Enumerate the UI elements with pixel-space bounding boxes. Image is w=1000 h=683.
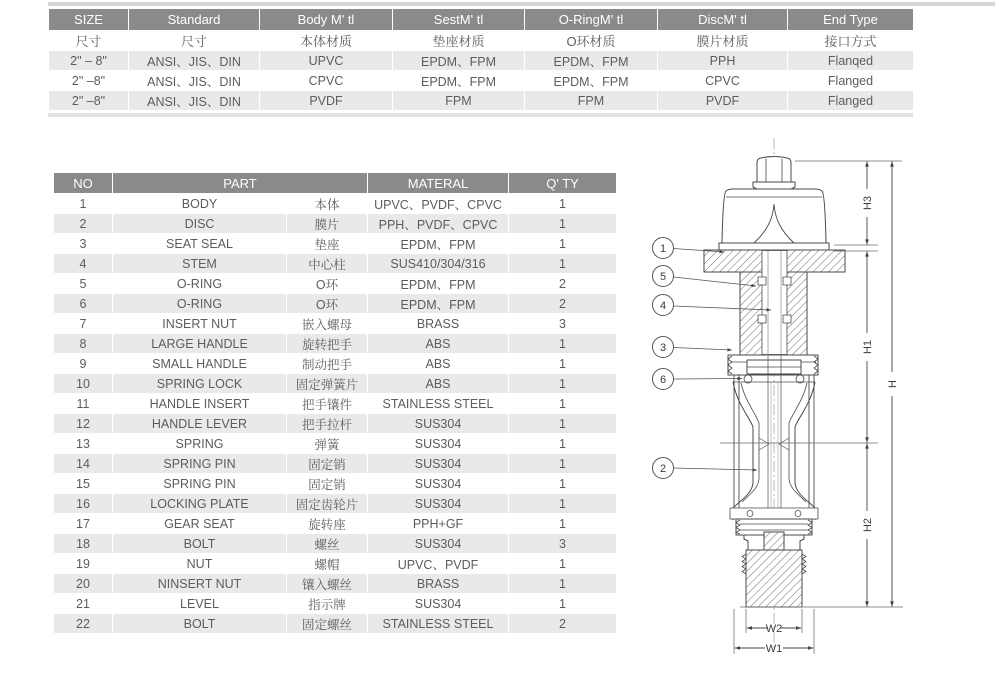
parts-table-cell: 固定销 xyxy=(287,474,368,494)
balloon-2-label: 2 xyxy=(659,462,667,475)
parts-table-cell: SPRING xyxy=(113,434,287,454)
parts-table-cell: ABS xyxy=(368,334,509,354)
spec-table-row xyxy=(49,91,914,111)
parts-table-cell: LARGE HANDLE xyxy=(113,334,287,354)
spec-table-cell: UPVC xyxy=(260,51,393,71)
balloon-5-label: 5 xyxy=(659,270,667,283)
spec-subheader-cell: 本体材质 xyxy=(260,31,393,51)
parts-table-cell: HANDLE INSERT xyxy=(113,394,287,414)
spec-table-cell: EPDM、FPM xyxy=(525,71,658,91)
parts-list-table xyxy=(53,172,617,634)
parts-table-cell: O-RING xyxy=(113,294,287,314)
parts-table-cell: 1 xyxy=(54,194,113,214)
spec-table-cell: 2" –8" xyxy=(49,91,129,111)
parts-table-cell: SUS304 xyxy=(368,414,509,434)
valve-section-diagram xyxy=(620,130,1000,683)
parts-table-cell: 3 xyxy=(509,314,617,334)
spec-table-head xyxy=(49,9,914,31)
parts-table-cell: 9 xyxy=(54,354,113,374)
parts-table-row xyxy=(54,294,617,314)
spec-table-cell: 2" –8" xyxy=(49,71,129,91)
parts-header-cell: NO xyxy=(54,173,113,194)
parts-table-cell: 1 xyxy=(509,254,617,274)
parts-header-cell: Q' TY xyxy=(509,173,617,194)
parts-table-cell: 1 xyxy=(509,334,617,354)
parts-table-body xyxy=(54,194,617,634)
spec-table-row xyxy=(49,71,914,91)
parts-table-cell: SUS304 xyxy=(368,494,509,514)
cap-base-plate xyxy=(719,243,829,250)
spec-table-cell: FPM xyxy=(525,91,658,111)
parts-table-cell: EPDM、FPM xyxy=(368,294,509,314)
parts-table-cell: 21 xyxy=(54,594,113,614)
parts-table-cell: 固定齿轮片 xyxy=(287,494,368,514)
parts-table-row xyxy=(54,394,617,414)
parts-table-cell: 17 xyxy=(54,514,113,534)
parts-table-cell: 把手拉杆 xyxy=(287,414,368,434)
parts-table-cell: 12 xyxy=(54,414,113,434)
spec-table-row xyxy=(49,51,914,71)
balloon-4-label: 4 xyxy=(659,299,667,312)
spec-table-cell: CPVC xyxy=(658,71,788,91)
stem-top-nut xyxy=(757,157,791,183)
parts-table-cell: ABS xyxy=(368,354,509,374)
parts-table-cell: 固定销 xyxy=(287,454,368,474)
parts-table-cell: NUT xyxy=(113,554,287,574)
parts-table-cell: SUS304 xyxy=(368,474,509,494)
parts-table-row xyxy=(54,274,617,294)
parts-table-cell: 螺丝 xyxy=(287,534,368,554)
parts-table-cell: SUS304 xyxy=(368,454,509,474)
parts-table-cell: 垫座 xyxy=(287,234,368,254)
valve-body-drawing xyxy=(704,157,845,608)
spec-subheader-cell: 接口方式 xyxy=(788,31,914,51)
parts-table-cell: 1 xyxy=(509,514,617,534)
spec-table-cell: ANSI、JIS、DIN xyxy=(129,91,260,111)
stem-bore xyxy=(762,251,787,355)
parts-table-cell: EPDM、FPM xyxy=(368,234,509,254)
dim-label-h1: H1 xyxy=(862,339,874,355)
dim-label-h: H xyxy=(887,380,899,388)
parts-table-cell: 11 xyxy=(54,394,113,414)
parts-table-cell: 镶入螺丝 xyxy=(287,574,368,594)
spec-table-cell: ANSI、JIS、DIN xyxy=(129,71,260,91)
parts-table-row xyxy=(54,594,617,614)
parts-table-cell: LOCKING PLATE xyxy=(113,494,287,514)
parts-table-row xyxy=(54,534,617,554)
parts-table-row xyxy=(54,234,617,254)
parts-table-cell: SUS304 xyxy=(368,594,509,614)
dim-label-w2: W2 xyxy=(765,623,783,635)
parts-table-row xyxy=(54,434,617,454)
parts-table-cell: 螺帽 xyxy=(287,554,368,574)
parts-table-cell: 3 xyxy=(509,534,617,554)
parts-table-cell: 制动把手 xyxy=(287,354,368,374)
parts-table-cell: 1 xyxy=(509,374,617,394)
spec-subheader-cell: 尺寸 xyxy=(129,31,260,51)
spec-table-cell: EPDM、FPM xyxy=(393,51,525,71)
parts-table-cell: 3 xyxy=(54,234,113,254)
parts-table-row xyxy=(54,374,617,394)
parts-table-row xyxy=(54,474,617,494)
parts-table-row xyxy=(54,314,617,334)
spec-table-cell: Flanged xyxy=(788,91,914,111)
parts-table-cell: STAINLESS STEEL xyxy=(368,614,509,634)
spec-subheader-cell: 尺寸 xyxy=(49,31,129,51)
parts-table-cell: SUS304 xyxy=(368,534,509,554)
parts-table-cell: DISC xyxy=(113,214,287,234)
parts-table-cell: 1 xyxy=(509,494,617,514)
parts-table-cell: 19 xyxy=(54,554,113,574)
spec-table-cell: EPDM、FPM xyxy=(393,71,525,91)
parts-table-cell: 7 xyxy=(54,314,113,334)
dim-label-w1: W1 xyxy=(765,643,783,655)
parts-table-cell: 膜片 xyxy=(287,214,368,234)
parts-table-row xyxy=(54,414,617,434)
parts-table-cell: SPRING PIN xyxy=(113,454,287,474)
spec-header-cell: DiscM' tl xyxy=(658,9,788,31)
parts-table-cell: GEAR SEAT xyxy=(113,514,287,534)
parts-table-cell: 嵌入螺母 xyxy=(287,314,368,334)
parts-table-row xyxy=(54,514,617,534)
parts-table-row xyxy=(54,194,617,214)
parts-table-cell: 中心柱 xyxy=(287,254,368,274)
spec-table-cell: PPH xyxy=(658,51,788,71)
parts-table-cell: 指示牌 xyxy=(287,594,368,614)
parts-table-cell: UPVC、PVDF、CPVC xyxy=(368,194,509,214)
o-ring-lower xyxy=(758,315,766,323)
parts-table-cell: SMALL HANDLE xyxy=(113,354,287,374)
parts-table-cell: 本体 xyxy=(287,194,368,214)
spec-table-cell: ANSI、JIS、DIN xyxy=(129,51,260,71)
parts-table-cell: PPH+GF xyxy=(368,514,509,534)
spec-header-cell: Body M' tl xyxy=(260,9,393,31)
balloon-6-label: 6 xyxy=(659,373,667,386)
parts-table-cell: 1 xyxy=(509,394,617,414)
parts-table-cell: 1 xyxy=(509,574,617,594)
parts-table-cell: 2 xyxy=(509,274,617,294)
parts-table-cell: 1 xyxy=(509,594,617,614)
page-edge-strip-under-spec xyxy=(48,113,913,117)
parts-table-cell: 4 xyxy=(54,254,113,274)
parts-table-row xyxy=(54,354,617,374)
parts-table-row xyxy=(54,214,617,234)
parts-table-cell: SPRING LOCK xyxy=(113,374,287,394)
disc-base-collar xyxy=(730,508,818,519)
spec-subheader-cell: O环材质 xyxy=(525,31,658,51)
spec-header-cell: O-RingM' tl xyxy=(525,9,658,31)
parts-table-cell: 1 xyxy=(509,434,617,454)
spec-header-cell: End Type xyxy=(788,9,914,31)
parts-table-cell: 1 xyxy=(509,354,617,374)
parts-table-cell: 6 xyxy=(54,294,113,314)
spec-table-cell: PVDF xyxy=(658,91,788,111)
parts-table-head xyxy=(54,173,617,194)
parts-header-cell: MATERAL xyxy=(368,173,509,194)
parts-table-cell: 弹簧 xyxy=(287,434,368,454)
parts-table-cell: STEM xyxy=(113,254,287,274)
parts-table-cell: SEAT SEAL xyxy=(113,234,287,254)
parts-table-cell: SUS410/304/316 xyxy=(368,254,509,274)
parts-table-cell: 22 xyxy=(54,614,113,634)
spec-table-body xyxy=(49,31,914,111)
parts-table-cell: LEVEL xyxy=(113,594,287,614)
parts-table-row xyxy=(54,614,617,634)
parts-table-cell: BRASS xyxy=(368,574,509,594)
parts-table-cell: UPVC、PVDF xyxy=(368,554,509,574)
balloon-1-label: 1 xyxy=(659,242,667,255)
spec-header-cell: SIZE xyxy=(49,9,129,31)
spec-table-cell: EPDM、FPM xyxy=(525,51,658,71)
parts-table-cell: O环 xyxy=(287,274,368,294)
parts-table-cell: PPH、PVDF、CPVC xyxy=(368,214,509,234)
parts-table-cell: 1 xyxy=(509,554,617,574)
spec-header-cell: Standard xyxy=(129,9,260,31)
parts-table-cell: ABS xyxy=(368,374,509,394)
spec-header-cell: SestM' tl xyxy=(393,9,525,31)
parts-table-cell: 旋转把手 xyxy=(287,334,368,354)
parts-table-row xyxy=(54,454,617,474)
parts-table-cell: O-RING xyxy=(113,274,287,294)
parts-table-cell: 1 xyxy=(509,214,617,234)
parts-table-cell: EPDM、FPM xyxy=(368,274,509,294)
parts-table-row xyxy=(54,574,617,594)
spec-subheader-cell: 垫座材质 xyxy=(393,31,525,51)
dim-label-h3: H3 xyxy=(862,195,874,211)
parts-table-cell: 2 xyxy=(509,294,617,314)
parts-table-cell: 2 xyxy=(509,614,617,634)
parts-table-cell: 5 xyxy=(54,274,113,294)
spec-subheader-row xyxy=(49,31,914,51)
parts-table-cell: 固定螺丝 xyxy=(287,614,368,634)
parts-table-cell: NINSERT NUT xyxy=(113,574,287,594)
parts-table-cell: BOLT xyxy=(113,614,287,634)
parts-table-cell: 2 xyxy=(54,214,113,234)
parts-header-cell: PART xyxy=(113,173,368,194)
spec-subheader-cell: 膜片材质 xyxy=(658,31,788,51)
parts-table-cell: 14 xyxy=(54,454,113,474)
parts-table-row xyxy=(54,334,617,354)
parts-table-cell: 1 xyxy=(509,194,617,214)
parts-table-cell: 把手镶件 xyxy=(287,394,368,414)
parts-table-cell: 1 xyxy=(509,414,617,434)
parts-table-cell: STAINLESS STEEL xyxy=(368,394,509,414)
parts-table-cell: 固定弹簧片 xyxy=(287,374,368,394)
parts-table-cell: 18 xyxy=(54,534,113,554)
parts-table-cell: 10 xyxy=(54,374,113,394)
parts-table-row xyxy=(54,254,617,274)
parts-table-cell: 1 xyxy=(509,234,617,254)
material-spec-table xyxy=(48,8,914,111)
spec-table-cell: Flanged xyxy=(788,71,914,91)
parts-table-cell: BODY xyxy=(113,194,287,214)
parts-table-row xyxy=(54,554,617,574)
spec-table-cell: 2" – 8" xyxy=(49,51,129,71)
parts-table-cell: BOLT xyxy=(113,534,287,554)
parts-table-cell: INSERT NUT xyxy=(113,314,287,334)
parts-table-cell: 1 xyxy=(509,454,617,474)
o-ring-upper xyxy=(758,277,766,285)
page-edge-strip-top xyxy=(48,2,995,6)
parts-table-cell: O环 xyxy=(287,294,368,314)
spec-table-cell: Flanqed xyxy=(788,51,914,71)
parts-table-cell: 20 xyxy=(54,574,113,594)
spec-table-cell: FPM xyxy=(393,91,525,111)
parts-table-row xyxy=(54,494,617,514)
parts-table-cell: 8 xyxy=(54,334,113,354)
dim-label-h2: H2 xyxy=(862,517,874,533)
parts-table-cell: 16 xyxy=(54,494,113,514)
spec-table-cell: CPVC xyxy=(260,71,393,91)
balloon-3-label: 3 xyxy=(659,341,667,354)
parts-table-cell: BRASS xyxy=(368,314,509,334)
disc-outline xyxy=(733,382,753,520)
parts-table-cell: SPRING PIN xyxy=(113,474,287,494)
spec-table-cell: PVDF xyxy=(260,91,393,111)
parts-table-cell: SUS304 xyxy=(368,434,509,454)
parts-table-cell: 13 xyxy=(54,434,113,454)
parts-table-cell: 15 xyxy=(54,474,113,494)
parts-table-cell: 旋转座 xyxy=(287,514,368,534)
parts-table-cell: HANDLE LEVER xyxy=(113,414,287,434)
parts-table-cell: 1 xyxy=(509,474,617,494)
